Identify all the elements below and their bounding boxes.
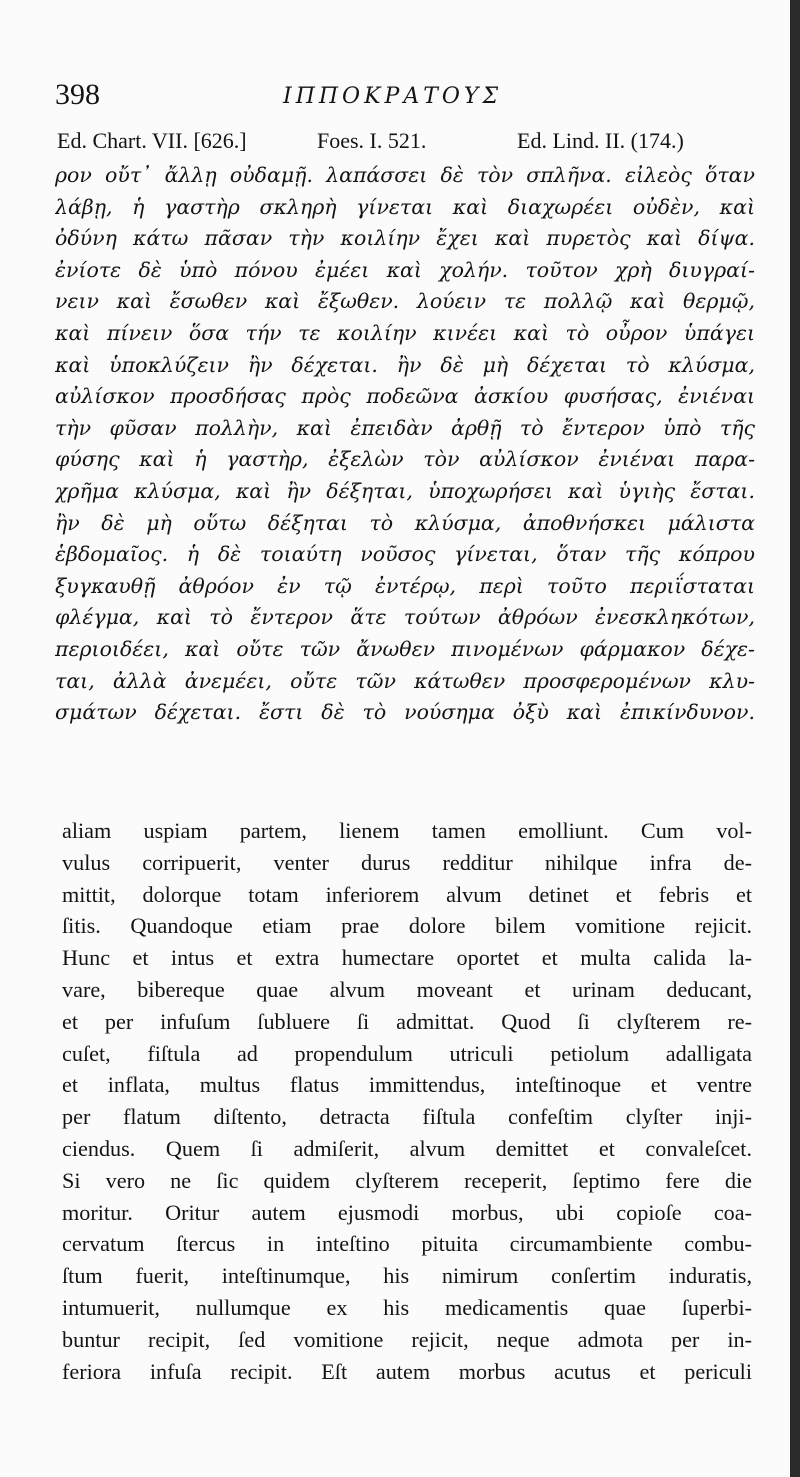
chartier-edition-ref: Ed. Chart. VII. [626.] — [57, 128, 247, 153]
greek-text-line: ἐνίοτε δὲ ὑπὸ πόνου ἐμέει καὶ χολήν. τοῦτον χρὴ διυγραί- — [55, 257, 755, 282]
greek-text-line: ρον οὔτ᾽ ἄλλῃ οὐδαμῇ. λαπάσσει δὲ τὸν σπλῆνα. εἰλεὸς ὅταν — [55, 163, 755, 187]
greek-text-line: σμάτων δέχεται. ἔστι δὲ τὸ νούσημα ὀξὺ καὶ ἐπικίνδυνον. — [55, 700, 755, 725]
greek-text-line: νειν καὶ ἔσωθεν καὶ ἔξωθεν. λούειν τε πολλῷ καὶ θερμῷ, — [55, 289, 755, 314]
latin-text-line: Si vero ne ſic quidem clyſterem receperit, ſeptimo fere die — [62, 1167, 752, 1193]
latin-text-block — [62, 815, 752, 1387]
greek-text-line: ἑβδομαῖος. ἡ δὲ τοιαύτη νοῦσος γίνεται, ὅταν τῆς κόπρου — [55, 542, 755, 567]
greek-text-line: φύσης καὶ ἡ γαστὴρ, ἐξελὼν τὸν αὐλίσκον ἐνιέναι παρα- — [55, 447, 755, 472]
greek-text-line: ὀδύνη κάτω πᾶσαν τὴν κοιλίην ἔχει καὶ πυρετὸς καὶ δίψα. — [55, 226, 755, 251]
latin-text-line: et inflata, multus flatus immittendus, inteſtinoque et ventre — [62, 1072, 752, 1098]
page-header — [55, 78, 745, 118]
latin-text-line: feriora infuſa recipit. Eſt autem morbus acutus et periculi — [62, 1358, 752, 1384]
latin-text-line: intumuerit, nullumque ex his medicamentis quae ſuperbi- — [62, 1294, 752, 1320]
foesius-edition-ref: Foes. I. 521. — [317, 128, 427, 153]
latin-text-line: per flatum diſtento, detracta fiſtula confeſtim clyſter inji- — [62, 1104, 752, 1130]
latin-text-line: aliam uspiam partem, lienem tamen emolliunt. Cum vol- — [62, 818, 752, 843]
greek-text-line: αὐλίσκον προσδήσας πρὸς ποδεῶνα ἀσκίου φυσήσας, ἐνιέναι — [55, 384, 755, 409]
page-number: 398 — [55, 78, 100, 111]
latin-text-line: mittit, dolorque totam inferiorem alvum detinet et febris et — [62, 881, 752, 907]
greek-text-line: φλέγμα, καὶ τὸ ἔντερον ἅτε τούτων ἀθρόων ἐνεσκληκότων, — [55, 605, 755, 630]
greek-text-line: ται, ἀλλὰ ἀνεμέει, οὔτε τῶν κάτωθεν προσφερομένων κλυ- — [55, 668, 755, 693]
latin-text-line: moritur. Oritur autem ejusmodi morbus, ubi copioſe coa- — [62, 1199, 752, 1225]
greek-text-line: περιοιδέει, καὶ οὔτε τῶν ἄνωθεν πινομένων φάρμακον δέχε- — [55, 636, 755, 661]
greek-text-block — [55, 160, 755, 729]
latin-text-line: vare, bibereque quae alvum moveant et urinam deducant, — [62, 976, 752, 1002]
running-title: ΙΠΠΟΚΡΑΤΟΥΣ — [283, 84, 503, 109]
latin-text-line: ſitis. Quandoque etiam prae dolore bilem vomitione rejicit. — [62, 913, 752, 939]
greek-text-line: τὴν φῦσαν πολλὴν, καὶ ἐπειδὰν ἀρθῇ τὸ ἔντερον ὑπὸ τῆς — [55, 415, 755, 440]
latin-text-line: Hunc et intus et extra humectare oportet et multa calida la- — [62, 945, 752, 971]
latin-text-line: ciendus. Quem ſi admiſerit, alvum demittet et convaleſcet. — [62, 1135, 752, 1161]
latin-text-line: ſtum fuerit, inteſtinumque, his nimirum conſertim induratis, — [62, 1263, 752, 1289]
latin-text-line: cuſet, fiſtula ad propendulum utriculi petiolum adalligata — [62, 1040, 752, 1066]
greek-text-line: ξυγκαυθῇ ἀθρόον ἐν τῷ ἐντέρῳ, περὶ τοῦτο περιΐσταται — [55, 573, 755, 598]
greek-text-line: καὶ πίνειν ὅσα τήν τε κοιλίην κινέει καὶ τὸ οὖρον ὑπάγει — [55, 320, 755, 345]
greek-text-line: ἢν δὲ μὴ οὕτω δέξηται τὸ κλύσμα, ἀποθνήσκει μάλιστα — [55, 510, 755, 535]
greek-text-line: λάβῃ, ἡ γαστὴρ σκληρὴ γίνεται καὶ διαχωρέει οὐδὲν, καὶ — [55, 194, 755, 219]
latin-text-line: vulus corripuerit, venter durus redditur nihilque infra de- — [62, 849, 752, 875]
latin-text-line: buntur recipit, ſed vomitione rejicit, neque admota per in- — [62, 1326, 752, 1352]
greek-text-line: καὶ ὑποκλύζειν ἢν δέχεται. ἢν δὲ μὴ δέχεται τὸ κλύσμα, — [55, 352, 755, 377]
edition-references — [55, 128, 745, 158]
greek-text-line: χρῆμα κλύσμα, καὶ ἢν δέξηται, ὑποχωρήσει καὶ ὑγιὴς ἔσται. — [55, 478, 755, 503]
latin-text-line: cervatum ſtercus in inteſtino pituita circumambiente combu- — [62, 1231, 752, 1257]
latin-text-line: et per infuſum ſubluere ſi admittat. Quod ſi clyſterem re- — [62, 1008, 752, 1034]
linden-edition-ref: Ed. Lind. II. (174.) — [517, 128, 684, 153]
